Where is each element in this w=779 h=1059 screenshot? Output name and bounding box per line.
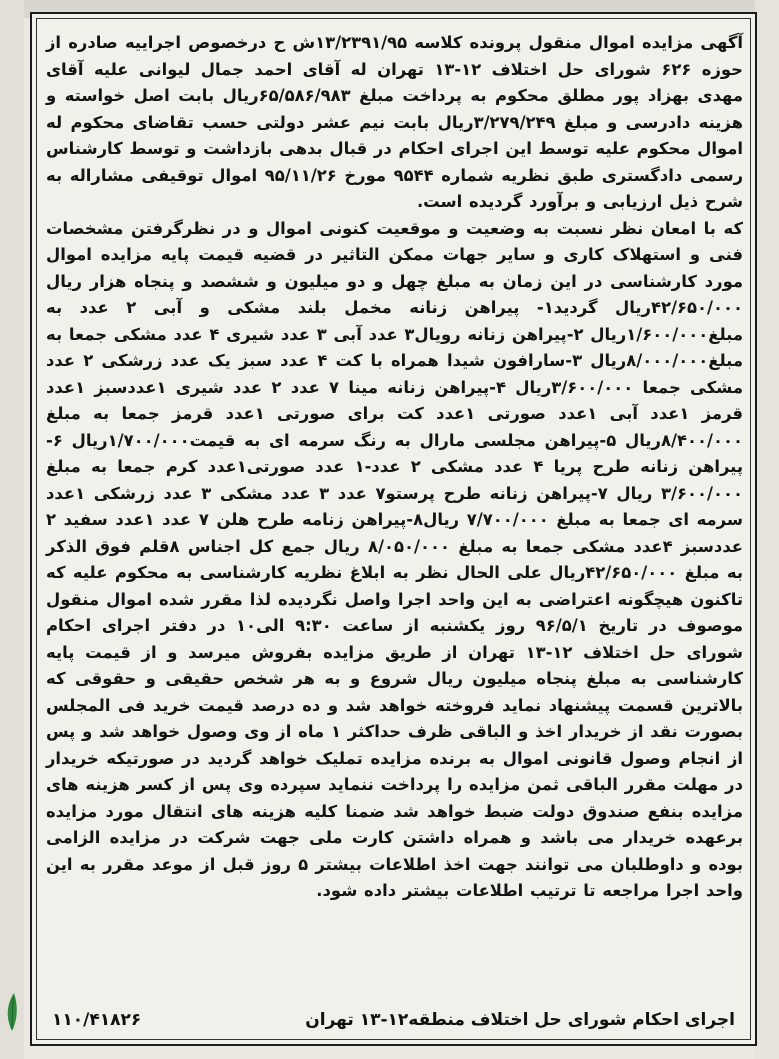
notice-body bbox=[46, 30, 743, 905]
page-edge-left bbox=[0, 0, 24, 1059]
leaf-ornament-icon bbox=[4, 991, 20, 1031]
notice-intro-paragraph: آگهی مزایده اموال منقول پرونده کلاسه ۱۳/۲۳۹۱/۹۵ش ح درخصوص اجراییه صادره از حوزه ۶۲۶ شورای حل اختلاف ۱۲-۱۳ تهران له آقای احمد جمال لیوانی علیه آقای مهدی بهزاد پور مطلق محکوم به پرداخت مبلغ ۶۵/۵۸۶/۹۸۳ریال بابت اصل خواسته و هزینه دادرسی و مبلغ ۳/۲۷۹/۲۴۹ریال بابت نیم عشر دولتی حسب تقاضای محکوم له اموال محکوم علیه توسط این اجرای احکام در قبال بدهی بازداشت و توسط کارشناس رسمی دادگستری طبق نظریه شماره ۹۵۴۴ مورخ ۹۵/۱۱/۲۶ اموال توقیفی مشاراله به شرح ذیل ارزیابی و برآورد گردیده است. bbox=[46, 33, 744, 211]
notice-footer bbox=[52, 1006, 735, 1034]
reference-number: ۱۱۰/۴۱۸۲۶ bbox=[52, 1010, 142, 1030]
notice-details-paragraph: که با امعان نظر نسبت به وضعیت و موقعیت کنونی اموال و در نظرگرفتن مشخصات فنی و استهلاک کاری و سایر جهات ممکن التاثیر در قضیه قیمت پایه مزایده اموال مورد کارشناسی در این زمان به مبلغ چهل و دو میلیون و ششصد و پنجاه هزار ریال ۴۲/۶۵۰/۰۰۰ریال گردید۱- پیراهن زنانه مخمل بلند مشکی و آبی ۲ عدد به مبلغ۱/۶۰۰/۰۰۰ریال ۲-پیراهن زنانه رویال۳ عدد آبی ۳ عدد شیری ۴ عدد مشکی جمعا به مبلغ۸/۰۰۰/۰۰۰ریال ۳-سارافون شیدا همراه با کت ۴ عدد سبز یک عدد زرشکی ۲ عدد مشکی جمعا ۳/۶۰۰/۰۰۰ریال ۴-پیراهن زنانه مینا ۷ عدد ۲ عدد شیری ۱عددسبز ۱عدد قرمز ۱عدد آبی ۱عدد صورتی ۱عدد کت برای صورتی ۱عدد قرمز جمعا به مبلغ ۸/۴۰۰/۰۰۰ریال ۵-پیراهن مجلسی مارال به رنگ سرمه ای به قیمت۱/۷۰۰/۰۰۰ریال ۶-پیراهن زنانه طرح پریا ۴ عدد مشکی ۲ عدد-۱ عدد صورتی۱عدد کرم جمعا به مبلغ ۳/۶۰۰/۰۰۰ ریال ۷-پیراهن زنانه طرح پرستو۷ عدد ۳ عدد مشکی ۳ عدد زرشکی ۱عدد سرمه ای جمعا به مبلغ ۷/۷۰۰/۰۰۰ ریال۸-پیراهن زنامه طرح هلن ۷ عدد ۱عدد سفید ۲ عددسبز ۴عدد مشکی جمعا به مبلغ ۸/۰۵۰/۰۰۰ ریال جمع کل اجناس ۸قلم فوق الذکر به مبلغ ۴۲/۶۵۰/۰۰۰ریال علی الحال نظر به ابلاغ نظریه کارشناسی به محکوم علیه که تاکنون هیچگونه اعتراضی به این واحد اجرا واصل نگردیده لذا مقرر شده اموال منقول موصوف در تاریخ ۹۶/۵/۱ روز یکشنبه از ساعت ۹:۳۰ الی۱۰ در دفتر اجرای احکام شورای حل اختلاف ۱۲-۱۳ تهران از طریق مزایده بفروش میرسد و از قیمت پایه کارشناسی به مبلغ پنجاه میلیون ریال شروع و به هر شخص حقیقی و حقوقی که بالاترین قسمت پیشنهاد نماید فروخته خواهد شد و ده درصد قیمت خرید فی المجلس بصورت نقد از خریدار اخذ و الباقی ظرف حداکثر ۱ ماه از وی وصول خواهد شد و پس از انجام وصول قانونی اموال به برنده مزایده تملیک خواهد گردید در صورتیکه خریدار در مهلت مقرر الباقی ثمن مزایده را پرداخت ننماید سپرده وی پس از کسر هزینه های مزایده بنفع صندوق دولت ضبط خواهد شد ضمنا کلیه هزینه های انتقال مورد مزایده برعهده خریدار می باشد و همراه داشتن کارت ملی جهت شرکت در مزایده الزامی بوده و داوطلبان می توانند جهت اخذ اطلاعات بیشتر ۵ روز قبل از موعد مقرر به این واحد اجرا مراجعه تا ترتیب اطلاعات بیشتر داده شود. bbox=[46, 218, 744, 900]
issuer-signature: اجرای احکام شورای حل اختلاف منطقه۱۲-۱۳ تهران bbox=[305, 1010, 735, 1030]
notice-frame bbox=[30, 12, 757, 1046]
page-edge-right bbox=[755, 0, 779, 1059]
